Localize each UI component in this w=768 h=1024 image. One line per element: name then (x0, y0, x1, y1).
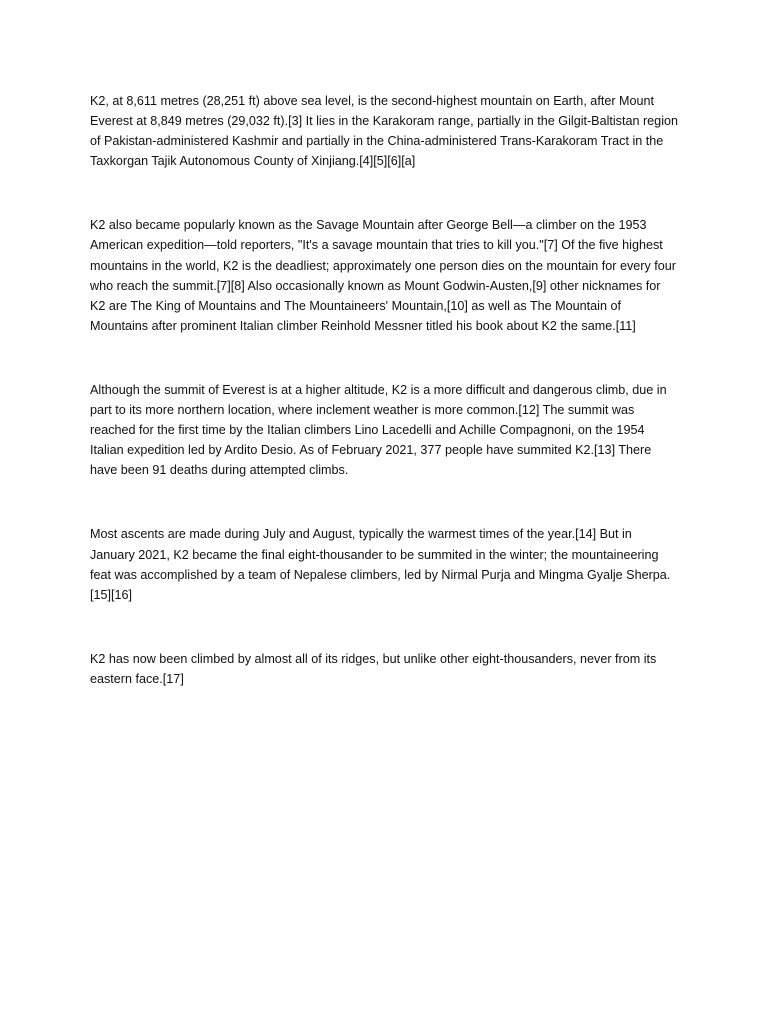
document-page (90, 91, 678, 689)
paragraph-1: K2, at 8,611 metres (28,251 ft) above sea level, is the second-highest mountain on Earth, after Mount Everest at 8,849 metres (29,032 ft).[3] It lies in the Karakoram range, partially in the Gilgit-Baltistan region of Pakistan-administered Kashmir and partially in the China-administered Trans-Karakoram Tract in the Taxkorgan Tajik Autonomous County of Xinjiang.[4][5][6][a] (90, 94, 678, 169)
paragraph-2: K2 also became popularly known as the Savage Mountain after George Bell—a climber on the 1953 American expedition—told reporters, "It's a savage mountain that tries to kill you."[7] Of the five highest mountains in the world, K2 is the deadliest; approximately one person dies on the mountain for every four who reach the summit.[7][8] Also occasionally known as Mount Godwin-Austen,[9] other nicknames for K2 are The King of Mountains and The Mountaineers' Mountain,[10] as well as The Mountain of Mountains after prominent Italian climber Reinhold Messner titled his book about K2 the same.[11] (90, 218, 676, 333)
paragraph-4: Most ascents are made during July and August, typically the warmest times of the year.[14] But in January 2021, K2 became the final eight-thousander to be summited in the winter; the mountaineering feat was accomplished by a team of Nepalese climbers, led by Nirmal Purja and Mingma Gyalje Sherpa.[15][16] (90, 527, 671, 602)
paragraph-5: K2 has now been climbed by almost all of its ridges, but unlike other eight-thousanders, never from its eastern face.[17] (90, 651, 657, 686)
paragraph-3: Although the summit of Everest is at a higher altitude, K2 is a more difficult and dangerous climb, due in part to its more northern location, where inclement weather is more common.[12] The summit was reached for the first time by the Italian climbers Lino Lacedelli and Achille Compagnoni, on the 1954 Italian expedition led by Ardito Desio. As of February 2021, 377 people have summited K2.[13] There have been 91 deaths during attempted climbs. (90, 382, 667, 478)
